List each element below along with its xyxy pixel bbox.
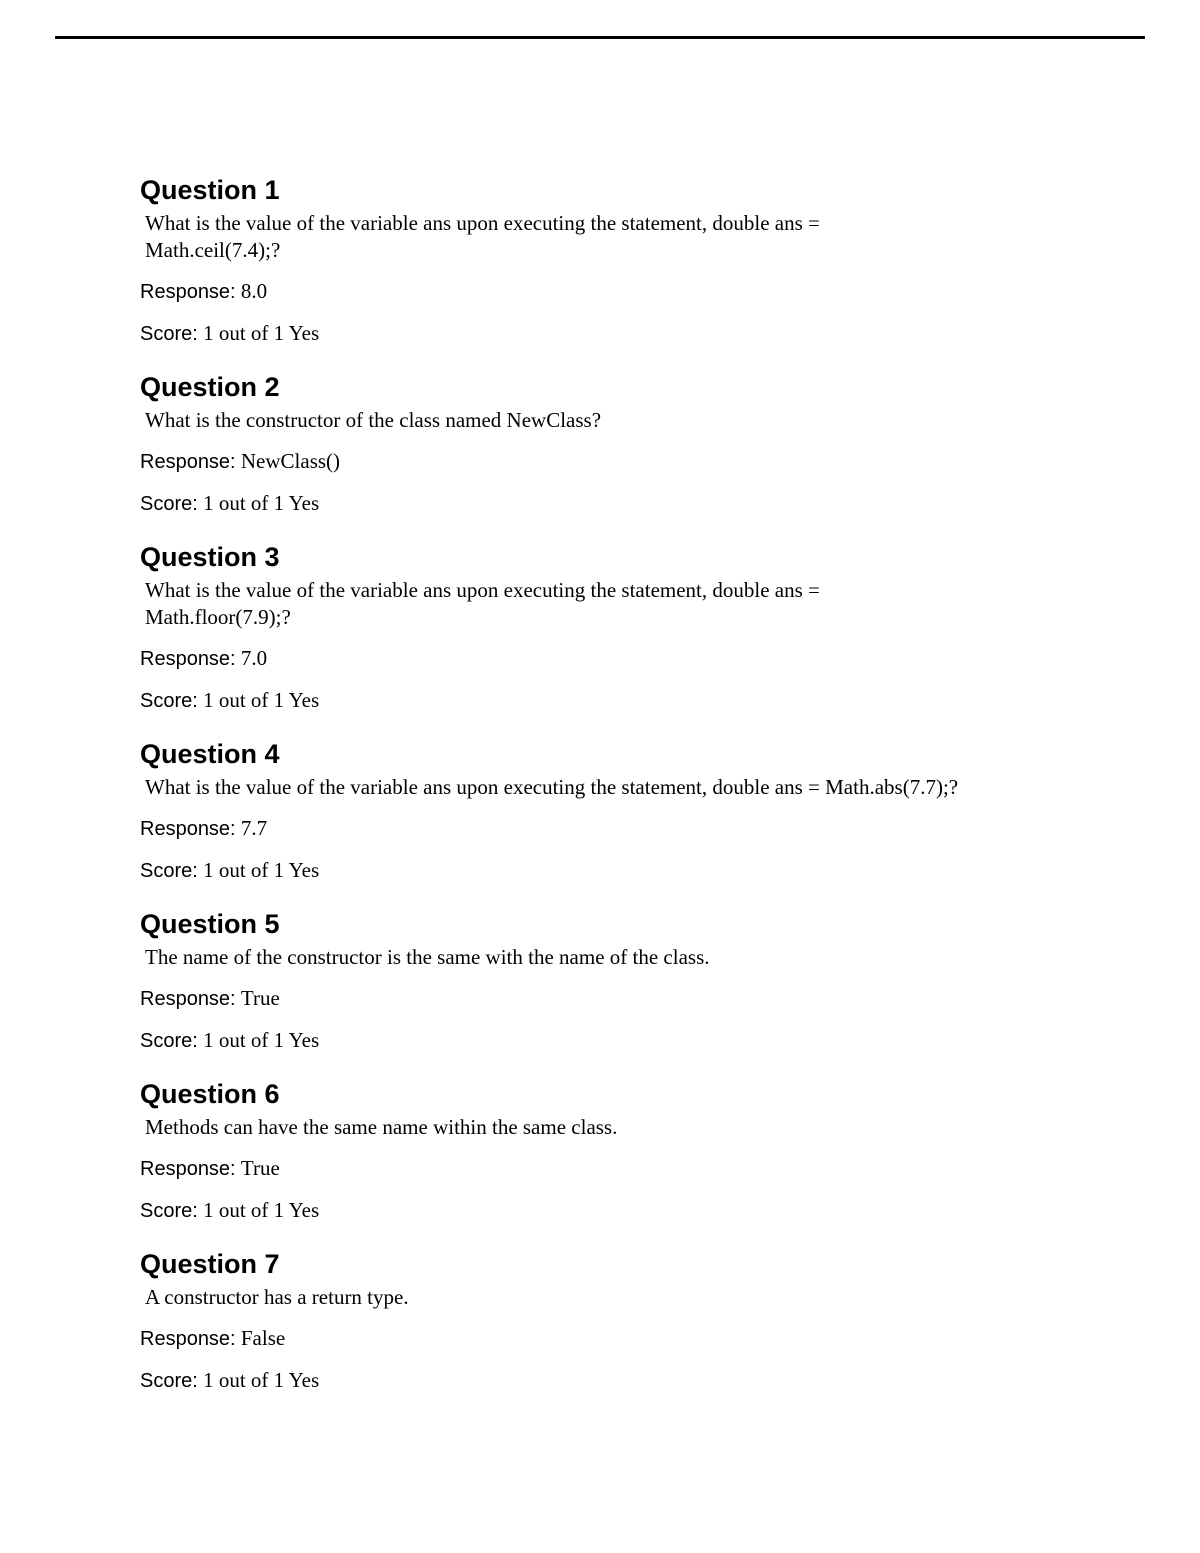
response-line: [140, 447, 1120, 476]
question-title: Question 7: [140, 1249, 280, 1279]
question-text: The name of the constructor is the same with the name of the class.: [145, 945, 710, 969]
score-label: Score:: [140, 1200, 198, 1222]
response-label: Response:: [140, 1328, 236, 1350]
response-value: 8.0: [240, 279, 268, 303]
question-block: [140, 1246, 1120, 1395]
score-value: 1 out of 1 Yes: [203, 688, 320, 712]
response-value: NewClass(): [240, 449, 341, 473]
question-block: [140, 539, 1120, 715]
response-label: Response:: [140, 648, 236, 670]
response-value: False: [240, 1326, 286, 1350]
question-block: [140, 906, 1120, 1055]
score-line: [140, 1196, 1120, 1225]
question-block: [140, 369, 1120, 518]
response-label: Response:: [140, 988, 236, 1010]
score-line: [140, 856, 1120, 885]
score-line: [140, 319, 1120, 348]
response-label: Response:: [140, 281, 236, 303]
question-text: What is the value of the variable ans upon executing the statement, double ans = Math.abs(7.7);?: [145, 775, 959, 799]
question-title: Question 6: [140, 1079, 280, 1109]
response-value: True: [240, 1156, 280, 1180]
response-line: [140, 1324, 1120, 1353]
score-label: Score:: [140, 493, 198, 515]
score-label: Score:: [140, 690, 198, 712]
response-line: [140, 814, 1120, 843]
response-label: Response:: [140, 451, 236, 473]
score-label: Score:: [140, 860, 198, 882]
score-label: Score:: [140, 323, 198, 345]
question-text: What is the constructor of the class named NewClass?: [145, 408, 602, 432]
question-list: [140, 172, 1120, 1416]
score-value: 1 out of 1 Yes: [203, 1368, 320, 1392]
score-value: 1 out of 1 Yes: [203, 1198, 320, 1222]
question-title: Question 3: [140, 542, 280, 572]
question-title: Question 1: [140, 175, 280, 205]
response-label: Response:: [140, 818, 236, 840]
response-label: Response:: [140, 1158, 236, 1180]
score-label: Score:: [140, 1030, 198, 1052]
response-line: [140, 984, 1120, 1013]
score-line: [140, 489, 1120, 518]
score-value: 1 out of 1 Yes: [203, 1028, 320, 1052]
question-title: Question 2: [140, 372, 280, 402]
question-text: What is the value of the variable ans upon executing the statement, double ans = Math.ceil(7.4);?: [145, 211, 820, 262]
score-value: 1 out of 1 Yes: [203, 491, 320, 515]
score-line: [140, 686, 1120, 715]
question-block: [140, 172, 1120, 348]
score-line: [140, 1026, 1120, 1055]
score-value: 1 out of 1 Yes: [203, 321, 320, 345]
question-text: A constructor has a return type.: [145, 1285, 409, 1309]
score-label: Score:: [140, 1370, 198, 1392]
question-text: What is the value of the variable ans upon executing the statement, double ans = Math.floor(7.9);?: [145, 578, 820, 629]
header-rule: [55, 36, 1145, 39]
question-text: Methods can have the same name within the same class.: [145, 1115, 618, 1139]
question-block: [140, 1076, 1120, 1225]
response-line: [140, 277, 1120, 306]
response-value: 7.0: [240, 646, 268, 670]
question-block: [140, 736, 1120, 885]
question-title: Question 4: [140, 739, 280, 769]
response-line: [140, 644, 1120, 673]
score-value: 1 out of 1 Yes: [203, 858, 320, 882]
score-line: [140, 1366, 1120, 1395]
response-value: True: [240, 986, 280, 1010]
response-value: 7.7: [240, 816, 268, 840]
response-line: [140, 1154, 1120, 1183]
question-title: Question 5: [140, 909, 280, 939]
